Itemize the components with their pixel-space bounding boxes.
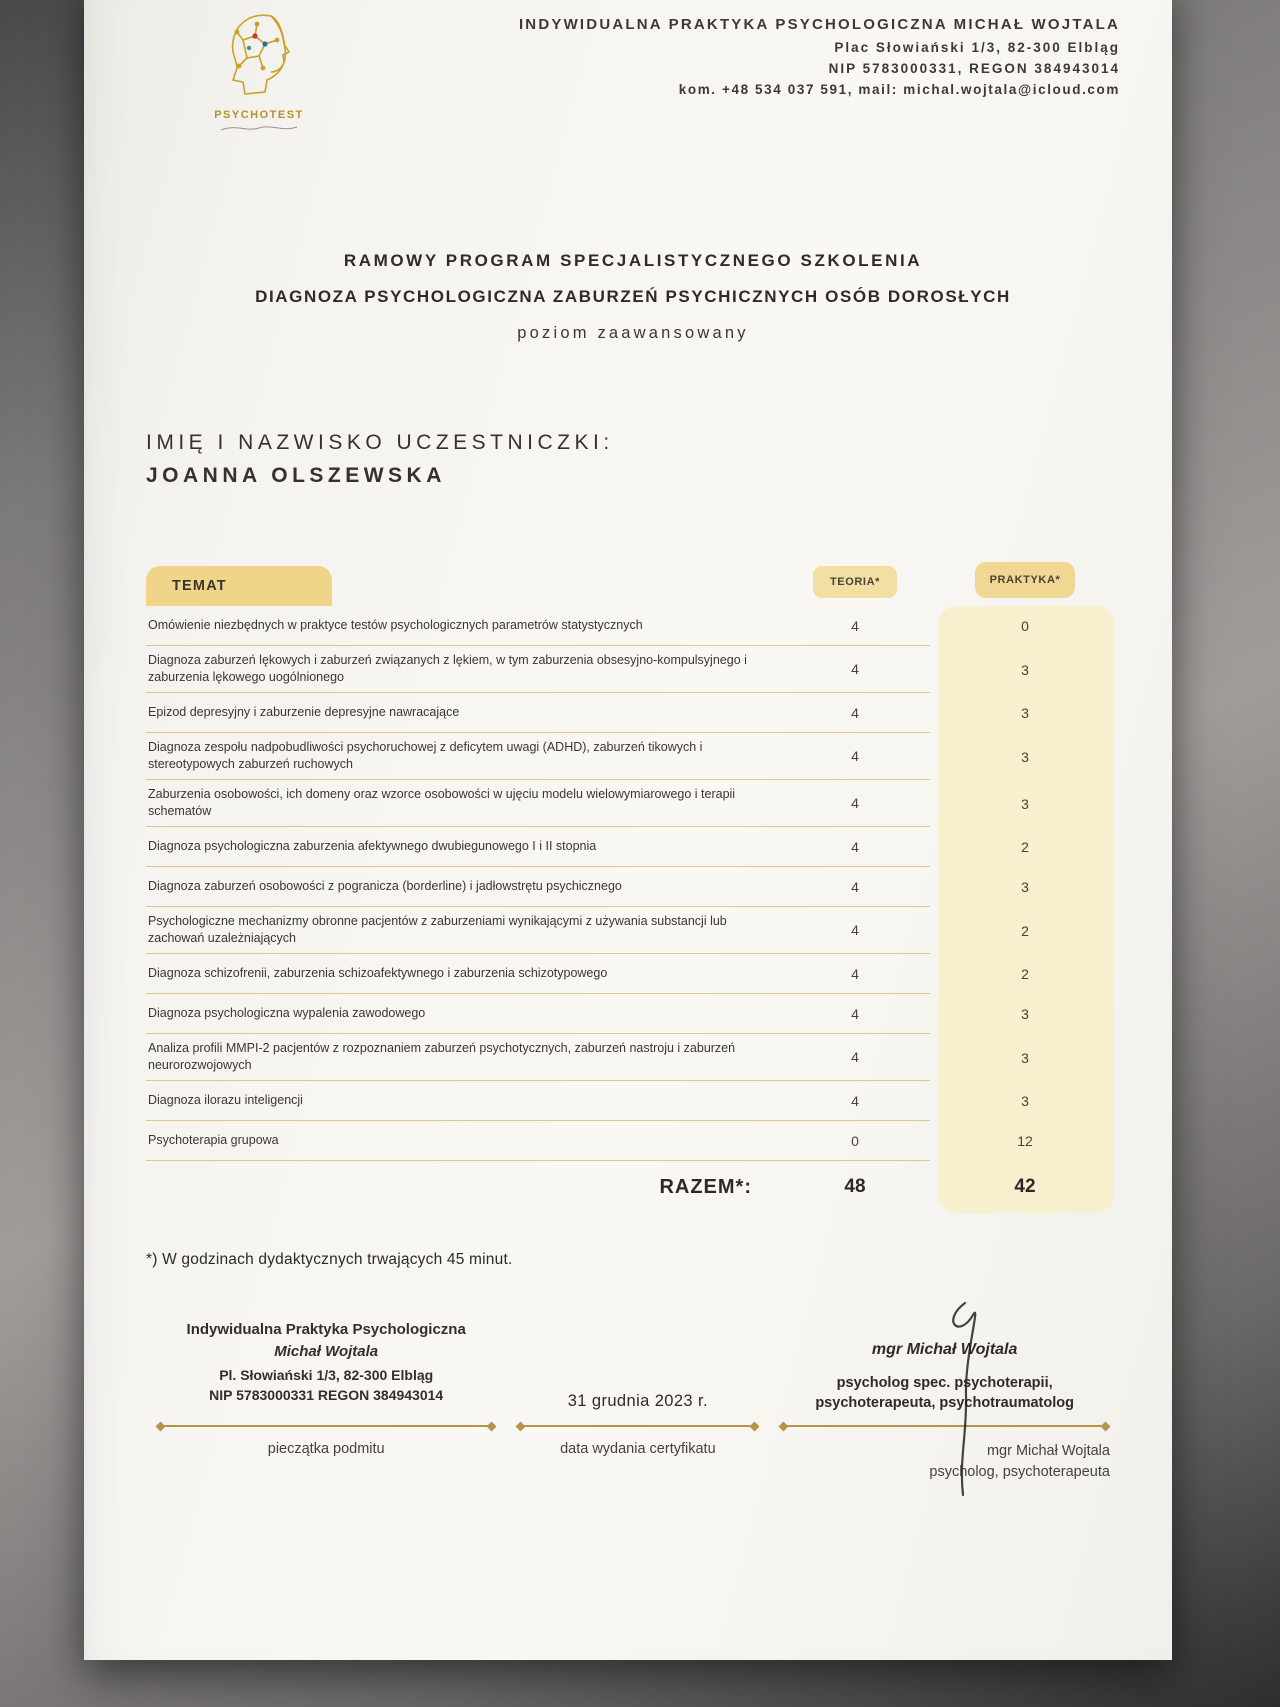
logo-script-icon <box>217 122 301 134</box>
table-row <box>146 780 1120 827</box>
row-theory-hours: 4 <box>780 994 930 1034</box>
footnote: *) W godzinach dydaktycznych trwających 45 minut. <box>146 1251 513 1268</box>
table-row <box>146 693 1120 733</box>
table-header-row <box>146 554 1120 606</box>
row-practice-hours: 3 <box>1021 795 1029 812</box>
col-header-topic: TEMAT <box>146 566 332 606</box>
participant-block <box>146 431 1120 488</box>
row-theory-hours: 4 <box>780 646 930 693</box>
psychotest-head-icon <box>209 10 309 102</box>
table-row <box>146 733 1120 780</box>
signature-block <box>769 1341 1120 1411</box>
row-theory-hours: 4 <box>780 954 930 994</box>
table-row <box>146 1081 1120 1121</box>
row-topic: Diagnoza zespołu nadpobudliwości psychoruchowej z deficytem uwagi (ADHD), zaburzeń tikowych i stereotypowych zaburzeń ruchowych <box>146 733 780 780</box>
row-topic: Analiza profili MMPI-2 pacjentów z rozpoznaniem zaburzeń psychotycznych, zaburzeń nastroju i zaburzeń neurorozwojowych <box>146 1034 780 1081</box>
table-row <box>146 867 1120 907</box>
signature-divider <box>783 1425 1106 1427</box>
row-theory-hours: 4 <box>780 907 930 954</box>
row-practice-hours: 3 <box>1021 879 1029 895</box>
stamp-column <box>146 1321 506 1497</box>
row-topic: Epizod depresyjny i zaburzenie depresyjne nawracające <box>146 693 780 733</box>
total-row <box>146 1161 1120 1213</box>
row-theory-hours: 4 <box>780 1034 930 1081</box>
signature-caption-name: mgr Michał Wojtala <box>986 1443 1110 1459</box>
letterhead-contact-block <box>314 16 1120 97</box>
total-label: RAZEM*: <box>659 1175 752 1198</box>
title-line-1: RAMOWY PROGRAM SPECJALISTYCZNEGO SZKOLENIA <box>343 251 923 270</box>
row-theory-hours: 4 <box>780 733 930 780</box>
practice-registry: NIP 5783000331, REGON 384943014 <box>828 61 1120 76</box>
row-theory-hours: 4 <box>780 827 930 867</box>
psychotest-logo <box>204 10 314 139</box>
table-row <box>146 1034 1120 1081</box>
stamp-caption: pieczątka podmitu <box>267 1441 385 1457</box>
logo-title: PSYCHOTEST <box>214 109 304 121</box>
row-topic: Psychologiczne mechanizmy obronne pacjentów z zaburzeniami wynikającymi z używania substancji lub zachowań uzależniających <box>146 907 780 954</box>
row-topic: Diagnoza zaburzeń lękowych i zaburzeń związanych z lękiem, w tym zaburzenia obsesyjno-kompulsyjnego i zaburzenia lękowego uogólnionego <box>146 646 780 693</box>
row-topic: Diagnoza zaburzeń osobowości z pogranicza (borderline) i jadłowstrętu psychicznego <box>146 867 780 907</box>
row-practice-hours: 3 <box>1021 748 1029 765</box>
program-table <box>146 554 1120 1213</box>
row-theory-hours: 4 <box>780 1081 930 1121</box>
table-row <box>146 606 1120 646</box>
document-photo <box>84 0 1172 1660</box>
row-theory-hours: 4 <box>780 867 930 907</box>
col-header-practice: PRAKTYKA* <box>975 562 1076 598</box>
row-theory-hours: 4 <box>780 606 930 646</box>
date-caption: data wydania certyfikatu <box>560 1441 716 1457</box>
stamp-line-2: Michał Wojtala <box>274 1343 379 1360</box>
practice-name: INDYWIDUALNA PRAKTYKA PSYCHOLOGICZNA MICHAŁ WOJTALA <box>518 16 1120 33</box>
row-topic: Psychoterapia grupowa <box>146 1121 780 1161</box>
row-practice-hours: 12 <box>1017 1133 1033 1149</box>
row-topic: Diagnoza schizofrenii, zaburzenia schizoafektywnego i zaburzenia schizotypowego <box>146 954 780 994</box>
stamp-block <box>146 1321 506 1403</box>
table-row <box>146 954 1120 994</box>
row-topic: Diagnoza ilorazu inteligencji <box>146 1081 780 1121</box>
stamp-line-3: Pl. Słowiański 1/3, 82-300 Elbląg <box>219 1367 434 1383</box>
title-line-2: DIAGNOZA PSYCHOLOGICZNA ZABURZEŃ PSYCHICZNYCH OSÓB DOROSŁYCH <box>255 287 1011 306</box>
footer <box>146 1321 1120 1497</box>
row-practice-hours: 3 <box>1021 705 1029 721</box>
signature-title-1: psycholog spec. psychoterapii, <box>836 1375 1053 1391</box>
issue-date: 31 grudnia 2023 r. <box>567 1392 708 1410</box>
row-theory-hours: 4 <box>780 780 930 827</box>
row-theory-hours: 0 <box>780 1121 930 1161</box>
table-row <box>146 827 1120 867</box>
total-theory-hours: 48 <box>844 1176 866 1197</box>
row-practice-hours: 2 <box>1021 966 1029 982</box>
total-practice-hours: 42 <box>1014 1176 1036 1197</box>
table-row <box>146 646 1120 693</box>
signature-column <box>769 1321 1120 1497</box>
date-divider <box>520 1425 755 1427</box>
table-row <box>146 1121 1120 1161</box>
signature-caption <box>769 1441 1120 1497</box>
signature-caption-role: psycholog, psychoterapeuta <box>929 1464 1110 1481</box>
stamp-line-1: Indywidualna Praktyka Psychologiczna <box>186 1321 466 1338</box>
row-practice-hours: 0 <box>1021 618 1029 634</box>
participant-name: JOANNA OLSZEWSKA <box>146 464 446 487</box>
row-practice-hours: 3 <box>1021 1049 1029 1066</box>
row-practice-hours: 3 <box>1021 1006 1029 1022</box>
row-practice-hours: 2 <box>1021 922 1029 939</box>
row-theory-hours: 4 <box>780 693 930 733</box>
stamp-divider <box>160 1425 492 1427</box>
row-topic: Zaburzenia osobowości, ich domeny oraz wzorce osobowości w ujęciu modelu wielowymiarowego i terapii schematów <box>146 780 780 827</box>
row-practice-hours: 3 <box>1021 1093 1029 1109</box>
table-row <box>146 994 1120 1034</box>
signature-title-2: psychoterapeuta, psychotraumatolog <box>815 1395 1074 1411</box>
practice-contact: kom. +48 534 037 591, mail: michal.wojtala@icloud.com <box>678 82 1120 97</box>
date-column <box>506 1321 769 1497</box>
title-line-3: poziom zaawansowany <box>517 324 749 342</box>
signature-name: mgr Michał Wojtala <box>871 1341 1018 1358</box>
col-header-theory: TEORIA* <box>813 566 897 598</box>
stamp-line-4: NIP 5783000331 REGON 384943014 <box>209 1387 444 1403</box>
row-practice-hours: 2 <box>1021 839 1029 855</box>
table-rows <box>146 606 1120 1161</box>
row-topic: Omówienie niezbędnych w praktyce testów psychologicznych parametrów statystycznych <box>146 606 780 646</box>
practice-address: Plac Słowiański 1/3, 82-300 Elbląg <box>834 40 1120 55</box>
letterhead <box>146 10 1120 139</box>
table-row <box>146 907 1120 954</box>
row-topic: Diagnoza psychologiczna wypalenia zawodowego <box>146 994 780 1034</box>
participant-label: IMIĘ I NAZWISKO UCZESTNICZKI: <box>146 431 614 454</box>
row-practice-hours: 3 <box>1021 661 1029 678</box>
document-title <box>146 251 1120 343</box>
row-topic: Diagnoza psychologiczna zaburzenia afektywnego dwubiegunowego I i II stopnia <box>146 827 780 867</box>
